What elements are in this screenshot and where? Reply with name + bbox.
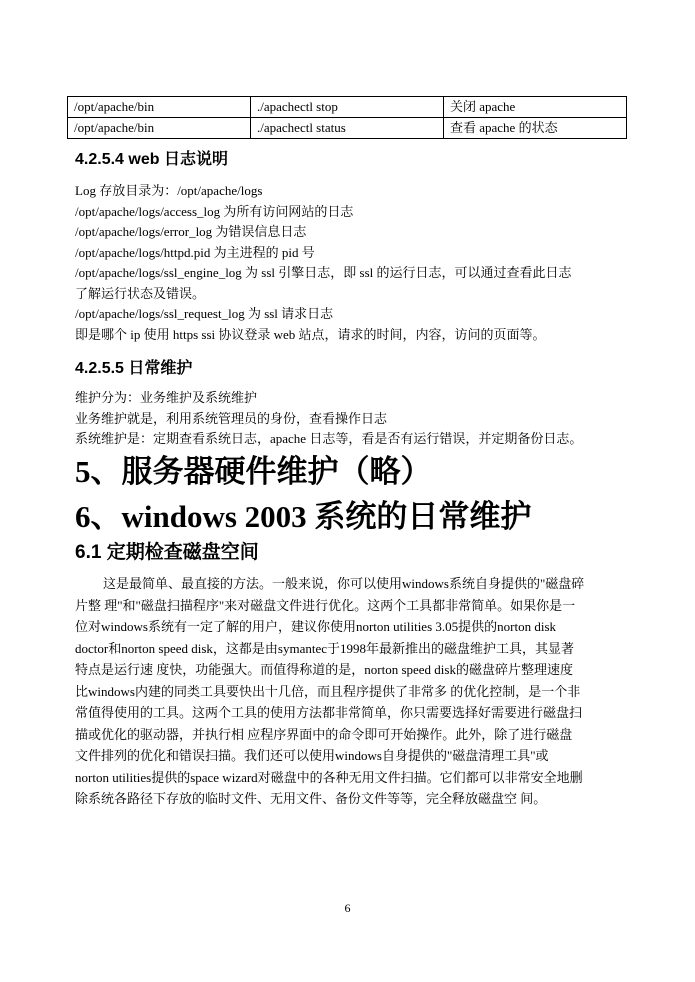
- table-cell-desc: 关闭 apache: [444, 97, 627, 118]
- text-line: 位对windows系统有一定了解的用户，建议你使用norton utilities 3.05提供的norton disk: [75, 619, 557, 634]
- section-heading-daily-maintenance: 4.2.5.5 日常维护: [75, 360, 193, 377]
- text-line: /opt/apache/logs/error_log 为错误信息日志: [75, 224, 307, 239]
- text-line: 特点是运行速 度快，功能强大。而值得称道的是，norton speed disk的磁盘碎片整理速度: [75, 662, 573, 677]
- text-line: 这是最简单、最直接的方法。一般来说，你可以使用windows系统自身提供的"磁盘碎: [103, 576, 585, 591]
- text-line: 即是哪个 ip 使用 https ssi 协议登录 web 站点，请求的时间，内容，访问的页面等。: [75, 326, 546, 342]
- chapter-heading-windows: 6、windows 2003 系统的日常维护: [75, 499, 532, 534]
- page-number: 6: [344, 901, 351, 915]
- chapter-heading-hardware: 5、服务器硬件维护（略）: [75, 454, 432, 489]
- text-line: 描或优化的驱动器，并执行相 应程序界面中的命令即可开始操作。此外，除了进行磁盘: [75, 726, 573, 742]
- daily-maintenance-body: [75, 388, 625, 450]
- section-heading-disk-space: 6.1 定期检查磁盘空间: [75, 542, 259, 563]
- text-line: /opt/apache/logs/httpd.pid 为主进程的 pid 号: [75, 244, 315, 260]
- table-row: [68, 97, 627, 118]
- web-logs-body: [75, 181, 625, 345]
- text-line: /opt/apache/logs/ssl_request_log 为 ssl 请求日志: [75, 306, 334, 321]
- table-cell-command: ./apachectl status: [251, 118, 444, 139]
- text-line: 常值得使用的工具。这两个工具的使用方法都非常简单，你只需要选择好需要进行磁盘扫: [75, 705, 583, 720]
- section-heading-web-logs: 4.2.5.4 web 日志说明: [75, 151, 228, 168]
- text-line: /opt/apache/logs/access_log 为所有访问网站的日志: [75, 203, 354, 219]
- table-cell-dir: /opt/apache/bin: [68, 118, 251, 139]
- text-line: 文件排列的优化和错误扫描。我们还可以使用windows自身提供的"磁盘清理工具"或: [75, 748, 549, 763]
- text-line: 业务维护就是，利用系统管理员的身份，查看操作日志: [75, 410, 388, 426]
- disk-space-paragraph: [75, 573, 625, 810]
- text-line: /opt/apache/logs/ssl_engine_log 为 ssl 引擎日志，即 ssl 的运行日志，可以通过查看此日志: [75, 265, 572, 280]
- text-line: 维护分为：业务维护及系统维护: [75, 390, 258, 405]
- table-cell-command: ./apachectl stop: [251, 97, 444, 118]
- table-cell-desc: 查看 apache 的状态: [444, 118, 627, 139]
- text-line: norton utilities提供的space wizard对磁盘中的各种无用文件扫描。它们都可以非常安全地删: [75, 769, 583, 785]
- table-row: [68, 118, 627, 139]
- text-line: doctor和norton speed disk，这都是由symantec于1998年最新推出的磁盘维护工具，其显著: [75, 640, 575, 656]
- table-cell-dir: /opt/apache/bin: [68, 97, 251, 118]
- text-line: 系统维护是：定期查看系统日志，apache 日志等，看是否有运行错误，并定期备份日志。: [75, 431, 583, 446]
- text-line: 比windows内建的同类工具要快出十几倍，而且程序提供了非常多 的优化控制，是一个非: [75, 683, 581, 699]
- text-line: Log 存放目录为：/opt/apache/logs: [75, 183, 263, 198]
- text-line: 了解运行状态及错误。: [75, 285, 206, 301]
- text-line: 除系统各路径下存放的临时文件、无用文件、备份文件等等，完全释放磁盘空 间。: [75, 791, 547, 806]
- text-line: 片整 理"和"磁盘扫描程序"来对磁盘文件进行优化。这两个工具都非常简单。如果你是一: [75, 597, 576, 613]
- apache-command-table: [67, 96, 627, 139]
